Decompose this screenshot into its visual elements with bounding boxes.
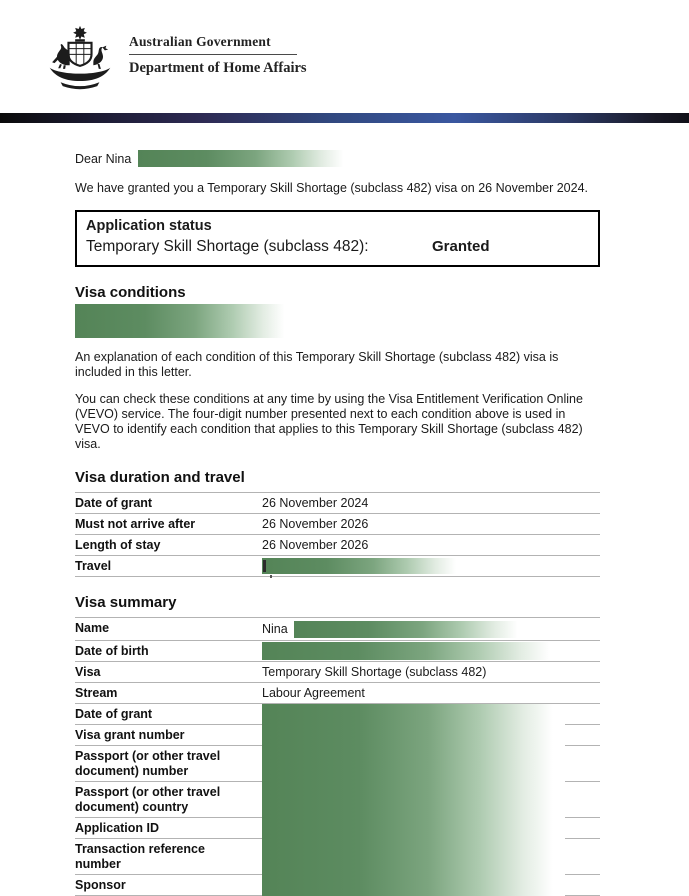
table-row	[75, 745, 600, 781]
table-row	[75, 513, 600, 534]
table-row	[75, 661, 600, 682]
redacted-conditions-block	[75, 304, 293, 338]
row-value	[262, 704, 600, 724]
row-label: Date of grant	[75, 706, 153, 721]
row-value	[262, 839, 600, 874]
row-label: Date of birth	[75, 643, 149, 658]
table-row	[75, 555, 600, 576]
row-value-text: Temporary Skill Shortage (subclass 482)	[262, 664, 487, 679]
table-row	[75, 492, 600, 513]
table-row	[75, 781, 600, 817]
row-label: Date of grant	[75, 495, 153, 510]
redacted-text	[262, 838, 565, 875]
letterhead	[0, 0, 689, 92]
agency-text-block	[129, 24, 307, 77]
row-label: Must not arrive after	[75, 516, 196, 531]
row-value	[262, 782, 600, 817]
letter-body	[0, 123, 689, 896]
application-status-box	[75, 210, 600, 267]
redacted-text	[262, 724, 565, 746]
row-value	[262, 746, 600, 781]
redacted-text	[262, 704, 565, 725]
row-label: Sponsor	[75, 877, 126, 892]
row-label: Name	[75, 620, 110, 635]
row-value	[262, 725, 600, 745]
row-label: Passport (or other travel document) number	[75, 748, 221, 778]
salutation-text: Dear Nina	[75, 152, 132, 166]
department-name: Department of Home Affairs	[129, 60, 307, 76]
row-label: Visa grant number	[75, 727, 185, 742]
row-value-text: 26 November 2026	[262, 537, 369, 552]
row-value	[262, 875, 600, 895]
conditions-explanation-text: An explanation of each condition of this Temporary Skill Shortage (subclass 482) visa is included in this letter.	[75, 350, 559, 379]
vevo-note-text: You can check these conditions at any time by using the Visa Entitlement Verification Online (VEVO) service. The four-digit number presented next to each condition above is used in VEVO to identify each condition that applies to this Temporary Skill Shortage (subclass 482) visa.	[75, 392, 583, 451]
row-value	[262, 514, 600, 534]
status-value: Granted	[432, 238, 490, 255]
row-label: Application ID	[75, 820, 160, 835]
redacted-text	[262, 745, 565, 782]
row-value-text: 26 November 2024	[262, 495, 369, 510]
visa-conditions-heading: Visa conditions	[75, 284, 186, 301]
duration-table-heading: Visa duration and travel	[75, 469, 245, 486]
redacted-text	[294, 621, 527, 638]
row-value	[262, 641, 600, 661]
row-label: Transaction reference number	[75, 841, 205, 871]
status-box-line	[86, 238, 589, 256]
table-row	[75, 703, 600, 724]
redacted-text	[262, 642, 562, 660]
table-row	[75, 617, 600, 640]
redacted-text	[262, 817, 565, 839]
australian-coat-of-arms-icon	[40, 24, 120, 92]
header-accent-bar	[0, 113, 689, 123]
row-value-text: 26 November 2026	[262, 516, 369, 531]
row-value	[262, 683, 600, 703]
table-row	[75, 640, 600, 661]
row-label: Visa	[75, 664, 101, 679]
row-label: Length of stay	[75, 537, 161, 552]
redacted-text	[262, 558, 464, 574]
status-visa-label: Temporary Skill Shortage (subclass 482):	[86, 238, 369, 255]
row-label: Travel	[75, 558, 112, 573]
redacted-surname	[138, 150, 352, 167]
visa-summary-table	[75, 617, 600, 896]
agency-divider	[129, 54, 297, 55]
redacted-text	[262, 781, 565, 818]
row-label: Passport (or other travel document) country	[75, 784, 221, 814]
row-label: Stream	[75, 685, 118, 700]
table-row	[75, 682, 600, 703]
row-value	[262, 556, 600, 576]
row-value-text: Nina	[262, 621, 288, 636]
row-value	[262, 535, 600, 555]
table-row	[75, 534, 600, 555]
table-row	[75, 817, 600, 838]
summary-table-heading: Visa summary	[75, 594, 177, 611]
table-row	[75, 838, 600, 874]
visa-duration-table	[75, 492, 600, 577]
table-row	[75, 874, 600, 895]
table-row	[75, 724, 600, 745]
status-box-title: Application status	[86, 218, 212, 234]
row-value	[262, 818, 600, 838]
salutation-line	[75, 150, 600, 168]
agency-name: Australian Government	[129, 34, 271, 49]
grant-intro-text: We have granted you a Temporary Skill Shortage (subclass 482) visa on 26 November 2024.	[75, 181, 589, 195]
row-value	[262, 493, 600, 513]
row-value	[262, 618, 600, 640]
row-value	[262, 662, 600, 682]
row-value-text: Labour Agreement	[262, 685, 365, 700]
redacted-text	[262, 874, 565, 896]
